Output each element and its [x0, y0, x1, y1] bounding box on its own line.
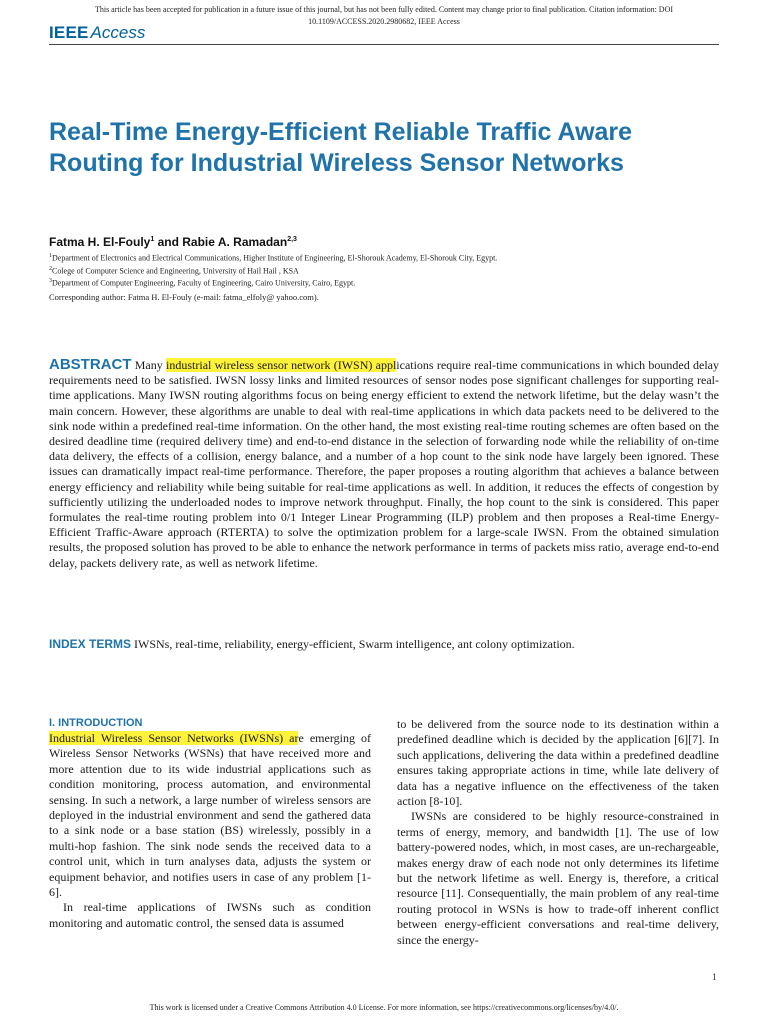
section-heading-introduction: I. INTRODUCTION [49, 717, 143, 729]
affiliation-2-mark: 2 [49, 265, 52, 272]
corresponding-author: Corresponding author: Fatma H. El-Fouly (e-mail: fatma_elfoly@ yahoo.com). [49, 292, 319, 302]
abstract [49, 357, 719, 571]
intro-paragraph-3: to be delivered from the source node to its destination within a predefined deadline which is decided by the application [6][7]. In such applications, delivering the data within a predefined deadline ensures taking appropriate actions in time, while late delivery of data has a negative influence on the effectiveness of the taken action [8-10]. [397, 717, 719, 809]
author-line [49, 233, 297, 249]
affiliation-1-text: Department of Electronics and Electrical Communications, Higher Institute of Engineering, El-Shorouk Academy, El-Shorouk City, Egypt. [52, 253, 498, 263]
index-terms-text: IWSNs, real-time, reliability, energy-efficient, Swarm intelligence, ant colony optimization. [131, 637, 575, 651]
index-terms [49, 637, 609, 653]
affiliations [49, 251, 719, 289]
affiliation-1 [49, 251, 719, 264]
intro-paragraph-1-body: e emerging of Wireless Sensor Networks (WSNs) that have received more and more attention due to its wide industrial applications such as condition monitoring, process automation, and environmental sensing. In such a network, a large number of wireless sensors are deployed in the industrial environment and send the gathered data to a sink node or a base station (BS) wirelessly, possibly in a multi-hop fashion. The sink node sends the received data to a control unit, which in turn analyses data, adjusts the system or equipment behavior, and notifies users in case of any problem [1-6]. [49, 731, 371, 900]
author-1-affiliation-mark: 1 [150, 236, 155, 243]
affiliation-2-text: Colege of Computer Science and Engineering, University of Hail Hail , KSA [52, 266, 299, 276]
ieee-access-logo [49, 24, 145, 42]
page-number: 1 [712, 972, 717, 982]
intro-paragraph-2: In real-time applications of IWSNs such as condition monitoring and automatic control, the sensed data is assumed [49, 900, 371, 930]
intro-paragraph-4: IWSNs are considered to be highly resource-constrained in terms of energy, memory, and bandwidth [1]. The use of low battery-powered nodes, which, in most cases, are un-rechargeable, makes energy draw of each node not only determines its lifetime but the network lifetime as well. Energy is, therefore, a critical resource [11]. Consequentially, the main problem of any real-time routing protocol in WSNs is how to trade-off inherent conflict between energy-efficient conversations and real-time delivery, since the energy- [397, 809, 719, 947]
logo-ieee-text: IEEE [49, 23, 89, 42]
abstract-highlight: industrial wireless sensor network (IWSN) appl [166, 358, 397, 372]
author-2-name: Rabie A. Ramadan [182, 235, 288, 249]
publication-notice-line1: This article has been accepted for publication in a future issue of this journal, but has not been fully edited. Content may change prior to final publication. Citation information: DOI [94, 5, 674, 14]
author-1-name: Fatma H. El-Fouly [49, 235, 151, 249]
index-terms-label: INDEX TERMS [49, 637, 132, 651]
affiliation-3-text: Department of Computer Engineering, Faculty of Engineering, Cairo University, Cairo, Egypt. [52, 278, 356, 288]
paper-title: Real-Time Energy-Efficient Reliable Traffic Aware Routing for Industrial Wireless Sensor Networks [49, 118, 633, 177]
abstract-label: ABSTRACT [49, 356, 132, 373]
intro-highlight: Industrial Wireless Sensor Networks (IWSNs) ar [49, 731, 299, 745]
author-2-affiliation-mark: 2,3 [287, 236, 297, 243]
license-footer: This work is licensed under a Creative Commons Attribution 4.0 License. For more information, see https://creativecommons.org/licenses/by/4.0/. [149, 1003, 619, 1012]
logo-access-text: Access [90, 23, 146, 42]
publication-notice-line2: 10.1109/ACCESS.2020.2980682, IEEE Access [308, 17, 460, 26]
author-joiner: and [154, 235, 183, 249]
header-rule [49, 44, 719, 45]
body-column-left [49, 717, 371, 931]
affiliation-3 [49, 276, 719, 289]
intro-paragraph-1 [49, 731, 371, 900]
body-column-right [397, 717, 719, 948]
abstract-lead: Many [131, 358, 167, 372]
affiliation-3-mark: 3 [49, 278, 52, 285]
abstract-body: ications require real-time communications in which bounded delay requirements need to be satisfied. IWSN lossy links and limited resources of sensor nodes pose significant challenges for supporting real-time applications. Many IWSN routing algorithms focus on being energy efficient to extend the network lifetime, but the delay wasn’t the main concern. However, these algorithms are unable to deal with real-time applications in which data packets need to be delivered to the sink node within a predefined real-time information. On the other hand, the most existing real-time routing schemes are often based on the desired deadline time (required delivery time) and end-to-end distance in the selection of forwarding node while the reliability of on-time data delivery, the effects of a collision, energy balance, and a number of a hop count to the sink node have largely been ignored. These issues can dramatically impact real-time performance. Therefore, the paper proposes a routing algorithm that achieves a balance between energy efficiency and reliability while being suitable for real-time applications as well. In addition, it reduces the effects of congestion by sufficiently utilizing the underloaded nodes to improve network throughput. Finally, the hop count to the sink is considered. This paper formulates the real-time routing problem into 0/1 Integer Linear Programming (ILP) problem and then proposes a Real-time Energy-Efficient Traffic-Aware approach (RTERTA) to solve the optimization problem for a large-scale IWSN. From the obtained simulation results, the proposed solution has proved to be able to enhance the network performance in terms of packets miss ratio, average end-to-end delay, packets delivery rate, as well as network lifetime. [49, 358, 720, 570]
affiliation-1-mark: 1 [49, 253, 52, 259]
affiliation-2 [49, 264, 719, 277]
